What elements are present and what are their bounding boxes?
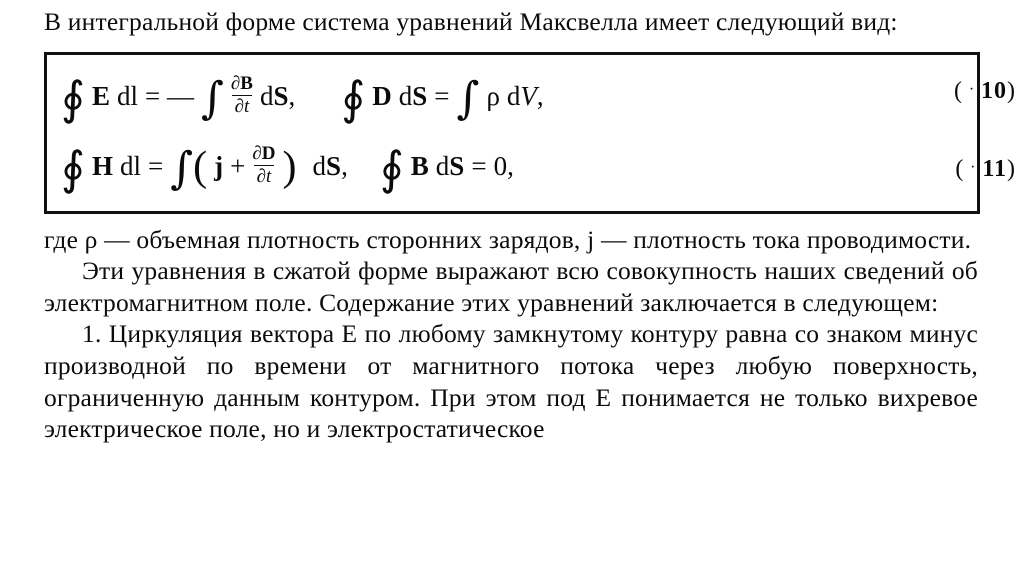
equation-10-dV: dV, [506, 81, 544, 112]
paragraph-intro: В интегральной форме система уравнений Максвелла имеет следующий вид: [44, 7, 898, 36]
integral-icon: ∫ [456, 73, 480, 124]
equation-tag-10: ( · 10) [954, 77, 1016, 104]
paragraph-body-1: Эти уравнения в сжатой форме выражают всю совокупность наших сведений об электромагнитном поле. Содержание этих уравнений заключается в следующем: [44, 256, 978, 317]
equation-10-left [61, 71, 296, 126]
equation-10-integrand-left: E [91, 81, 110, 112]
equation-10-equals-minus: = — [145, 81, 194, 112]
equation-10-dl: dl [116, 81, 138, 112]
equation-11-equals-left: = [148, 151, 164, 182]
equation-10-frac-numerator: ∂B [230, 72, 253, 94]
equation-11-frac-numerator: ∂D [252, 142, 276, 164]
equation-10-frac-denominator: ∂t [232, 95, 253, 118]
equation-11-Hdl: H dl [91, 151, 141, 182]
equation-11-j: j [214, 151, 224, 182]
equation-box [44, 52, 980, 214]
equation-11-fraction [249, 144, 278, 188]
equation-11-plus: + [230, 151, 246, 182]
equation-11-frac-denominator: ∂t [254, 165, 275, 188]
integral-icon: ∫ [200, 73, 224, 125]
equation-row-11 [61, 135, 963, 199]
contour-integral-icon: ∮ [61, 71, 85, 126]
equation-10-equals-right: = [434, 81, 450, 112]
contour-integral-icon: ∮ [341, 71, 366, 126]
equation-10-DdS: D dS [372, 81, 428, 112]
equation-11-right [379, 141, 514, 196]
equation-11-equals-right: = [471, 151, 487, 182]
contour-integral-icon: ∮ [61, 141, 85, 196]
paren-close: ) [282, 143, 297, 190]
paragraph-body-2: 1. Циркуляция вектора E по любому замкнутому контуру равна со знаком минус производной по времени от магнитного потока через любую поверхность, ограниченную данным контуром. При этом под E понимается не только вихревое электрическое поле, но и электростатическое [44, 319, 978, 444]
equation-11-zero: 0, [493, 151, 514, 182]
equation-10-rho: ρ [486, 81, 500, 112]
paren-open: ( [193, 143, 208, 190]
integral-icon: ∫ [170, 143, 194, 195]
equation-11-BdS: B dS [410, 151, 465, 182]
equation-10-dS: dS, [259, 81, 296, 112]
equation-11-dS: dS, [312, 151, 348, 182]
equation-10-fraction [228, 74, 256, 118]
equation-row-10 [61, 65, 963, 129]
paragraph-after-equation: где ρ — объемная плотность сторонних зарядов, j — плотность тока проводимости. [44, 224, 972, 254]
equation-10-right [341, 71, 544, 126]
equation-tag-column [904, 52, 1024, 214]
contour-integral-icon: ∮ [379, 141, 404, 196]
equation-tag-11: ( · 11) [955, 155, 1016, 182]
equation-11-left [61, 141, 348, 196]
equation-block-wrapper [0, 52, 1024, 214]
